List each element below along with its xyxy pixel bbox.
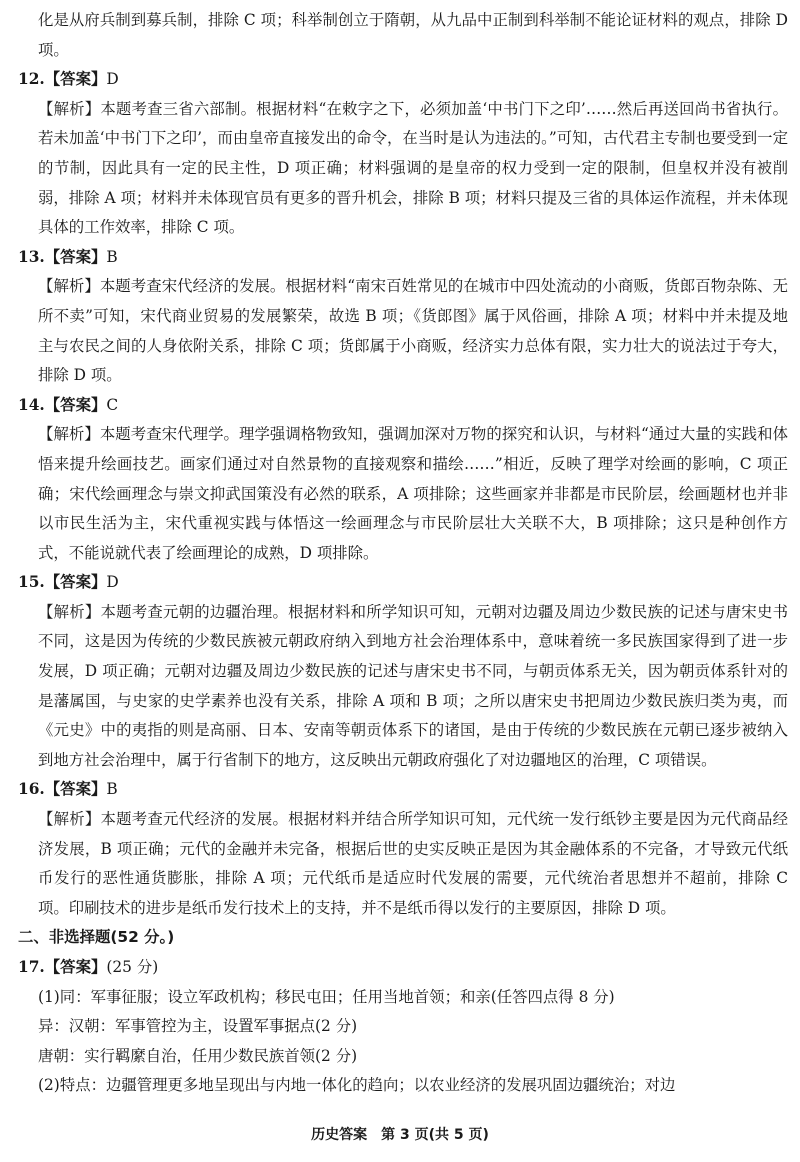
q12-analysis: 【解析】本题考查三省六部制。根据材料“在敕字之下，必须加盖‘中书门下之印’……然后再送回尚书省执行。若未加盖‘中书门下之印’，而由皇帝直接发出的命令，在当时是认为违法的。”可知，古代君主专制也要受到一定的节制，因此具有一定的民主性，D 项正确；材料强调的是皇帝的权力受到一定的限制，但皇权并没有被削弱，排除 A 项；材料并未体现官员有更多的晋升机会，排除 B 项；材料只提及三省的具体运作流程，并未体现具体的工作效率，排除 C 项。: [38, 99, 788, 237]
q17-number: 17.: [18, 958, 45, 976]
q15-number: 15.: [18, 573, 45, 592]
q13-analysis: 【解析】本题考查宋代经济的发展。根据材料“南宋百姓常见的在城市中四处流动的小商贩，货郎百物杂陈、无所不卖”可知，宋代商业贸易的发展繁荣，故选 B 项；《货郎图》属于风俗画，排除 A 项；材料中并未提及地主与农民之间的人身依附关系，排除 C 项；货郎属于小商贩，经济实力总体有限，实力壮大的说法过于夸大，排除 D 项。: [38, 277, 788, 385]
page-footer: 历史答案 第 3 页(共 5 页): [311, 1127, 489, 1143]
q16-number: 16.: [18, 780, 45, 799]
q17-line-4: (2)特点：边疆管理更多地呈现出与内地一体化的趋向；以农业经济的发展巩固边疆统治；对边: [38, 1076, 676, 1095]
answer-page: [18, 6, 788, 1101]
q13-answer-label: 【答案】: [44, 247, 107, 266]
q17-line-1: (1)同：军事征服；设立军政机构；移民屯田；任用当地首领；和亲(任答四点得 8 分): [38, 987, 615, 1006]
q15-answer-value: D: [106, 573, 119, 592]
q13-answer-value: B: [106, 247, 118, 266]
q15-answer-label: 【答案】: [44, 573, 107, 592]
q14-answer-value: C: [106, 395, 119, 414]
q17-line-2: 异：汉朝：军事管控为主，设置军事据点(2 分): [38, 1017, 358, 1036]
q14-answer: [18, 391, 788, 421]
q12-answer-value: D: [106, 70, 119, 89]
q12-number: 12.: [18, 70, 45, 89]
q16-answer-value: B: [106, 780, 118, 799]
q17-answer-value: (25 分): [106, 958, 159, 976]
q14-analysis: 【解析】本题考查宋代理学。理学强调格物致知，强调加深对万物的探究和认识，与材料“通过大量的实践和体悟来提升绘画技艺。画家们通过对自然景物的直接观察和描绘……”相近，反映了理学对绘画的影响，C 项正确；宋代绘画理念与崇文抑武国策没有必然的联系，A 项排除；这些画家并非都是市民阶层，绘画题材也并非以市民生活为主，宋代重视实践与体悟这一绘画理念与市民阶层壮大关联不大，B 项排除；这只是种创作方式，不能说就代表了绘画理论的成熟，D 项排除。: [38, 425, 788, 562]
q15-answer: [18, 568, 788, 598]
q12-answer: [18, 65, 788, 95]
q16-analysis: 【解析】本题考查元代经济的发展。根据材料并结合所学知识可知，元代统一发行纸钞主要是因为元代商品经济发展，B 项正确；元代的金融并未完备，根据后世的史实反映正是因为其金融体系的不完备，才导致元代纸币发行的恶性通货膨胀，排除 A 项；元代纸币是适应时代发展的需要，元代统治者思想并不超前，排除 C 项。印刷技术的进步是纸币发行技术上的支持，并不是纸币得以发行的主要原因，排除 D 项。: [38, 810, 788, 917]
q13-answer: [18, 243, 788, 273]
q17-answer: [18, 953, 788, 983]
q14-number: 14.: [18, 395, 45, 414]
q16-answer-label: 【答案】: [44, 780, 107, 799]
q16-answer: [18, 775, 788, 805]
q17-answer-label: 【答案】: [44, 958, 107, 976]
section-title: 二、非选择题(52 分。): [18, 928, 175, 947]
q15-analysis: 【解析】本题考查元朝的边疆治理。根据材料和所学知识可知，元朝对边疆及周边少数民族的记述与唐宋史书不同，这是因为传统的少数民族被元朝政府纳入到地方社会治理体系中，意味着统一多民族国家得到了进一步发展，D 项正确；元朝对边疆及周边少数民族的记述与唐宋史书不同，与朝贡体系无关，因为朝贡体系针对的是藩属国，与史家的史学素养也没有关系，排除 A 项和 B 项；之所以唐宋史书把周边少数民族归类为夷，而《元史》中的夷指的则是高丽、日本、安南等朝贡体系下的诸国，是由于传统的少数民族在元朝已逐步被纳入到地方社会治理中，属于行省制下的地方，这反映出元朝政府强化了对边疆地区的治理，C 项错误。: [38, 602, 788, 769]
q14-answer-label: 【答案】: [44, 395, 107, 414]
q17-line-3: 唐朝：实行羁縻自治，任用少数民族首领(2 分): [38, 1046, 358, 1065]
q13-number: 13.: [18, 247, 45, 266]
continued-analysis: 化是从府兵制到募兵制，排除 C 项；科举制创立于隋朝，从九品中正制到科举制不能论证材料的观点，排除 D 项。: [38, 11, 788, 59]
q12-answer-label: 【答案】: [44, 70, 107, 89]
